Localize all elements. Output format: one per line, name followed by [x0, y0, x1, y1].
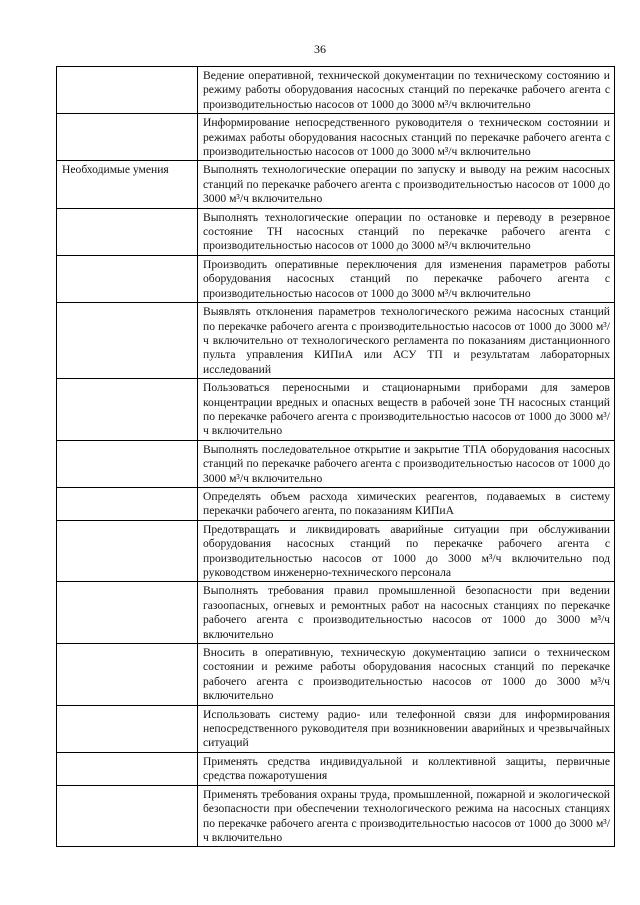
row-text-cell	[198, 67, 615, 114]
row-text-cell	[198, 644, 615, 706]
table-row	[57, 255, 615, 302]
table-row	[57, 208, 615, 255]
row-label: Необходимые умения	[62, 163, 169, 177]
row-text: Выполнять требования правил промышленной безопасности при ведении газоопасных, огневых и ремонтных работ на насосных станциях по перекачке рабочего агента с производительностью насосов от 1000 до 3000 м³/ч включительно	[203, 584, 610, 641]
row-text-cell	[198, 255, 615, 302]
row-text: Применять требования охраны труда, промышленной, пожарной и экологической безопасности при обеспечении технологического режима на насосных станциях по перекачке рабочего агента с производительностью насосов от 1000 до 3000 м³/ч включительно	[203, 787, 610, 844]
table-row	[57, 582, 615, 644]
row-text: Ведение оперативной, технической документации по техническому состоянию и режиму работы оборудования насосных станций по перекачке рабочего агента с производительностью насосов от 1000 до 3000 м³/ч включительно	[203, 69, 610, 111]
row-label-cell	[57, 208, 198, 255]
row-label-cell	[57, 114, 198, 161]
row-label-cell	[57, 487, 198, 520]
row-text: Выполнять технологические операции по остановке и переводу в резервное состояние ТН насосных станций по перекачке рабочего агента с производительностью насосов от 1000 до 3000 м³/ч включительно	[203, 210, 610, 253]
row-text-cell	[198, 161, 615, 208]
row-text: Пользоваться переносными и стационарными приборами для замеров концентрации вредных и опасных веществ в рабочей зоне ТН насосных станций по перекачке рабочего агента с производительностью насосов от 1000 до 3000 м³/ч включительно	[203, 381, 610, 438]
row-text: Вносить в оперативную, техническую документацию записи о техническом состоянии и режиме работы оборудования насосных станций по перекачке рабочего агента с производительностью насосов от 1000 до 3000 м³/ч включительно	[203, 646, 610, 703]
row-label-cell	[57, 752, 198, 785]
table-row	[57, 440, 615, 487]
row-label-cell	[57, 644, 198, 706]
row-text: Определять объем расхода химических реагентов, подаваемых в систему перекачки рабочего агента, по показаниям КИПиА	[203, 489, 610, 518]
table-row	[57, 67, 615, 114]
table-row	[57, 303, 615, 379]
row-label-cell	[57, 582, 198, 644]
row-text-cell	[198, 114, 615, 161]
row-label-cell	[57, 255, 198, 302]
row-text-cell	[198, 705, 615, 752]
table-row	[57, 752, 615, 785]
page-number: 36	[314, 42, 326, 56]
row-text: Информирование непосредственного руководителя о техническом состоянии и режимах работы оборудования насосных станций по перекачке рабочего агента с производительностью насосов от 1000 до 3000 м³/ч включительно	[203, 116, 610, 159]
row-text: Выполнять последовательное открытие и закрытие ТПА оборудования насосных станций по перекачке рабочего агента с производительностью насосов от 1000 до 3000 м³/ч включительно	[203, 442, 610, 485]
row-text-cell	[198, 582, 615, 644]
table-row	[57, 379, 615, 441]
row-text: Предотвращать и ликвидировать аварийные ситуации при обслуживании оборудования насосных станций по перекачке рабочего агента с производительностью насосов от 1000 до 3000 м³/ч включительно под руководством инженерно-технического персонала	[203, 522, 610, 579]
row-text: Выполнять технологические операции по запуску и выводу на режим насосных станций по перекачке рабочего агента с производительностью насосов от 1000 до 3000 м³/ч включительно	[203, 163, 610, 206]
row-text-cell	[198, 303, 615, 379]
requirements-table-body	[57, 67, 615, 847]
table-row	[57, 644, 615, 706]
table-row	[57, 161, 615, 208]
table-row	[57, 785, 615, 847]
table-row	[57, 114, 615, 161]
table-row	[57, 705, 615, 752]
row-text: Использовать систему радио- или телефонной связи для информирования непосредственного руководителя при возникновении аварийных и чрезвычайных ситуаций	[203, 707, 610, 750]
row-label-cell	[57, 440, 198, 487]
row-text-cell	[198, 520, 615, 582]
row-label-cell	[57, 520, 198, 582]
row-label-cell	[57, 303, 198, 379]
row-text-cell	[198, 487, 615, 520]
row-text: Выявлять отклонения параметров технологического режима насосных станций по перекачке рабочего агента с производительностью насосов от 1000 до 3000 м³/ч включительно от технологического регламента по показаниям дистанционного пульта управления КИПиА или АСУ ТП и результатам лабораторных исследований	[203, 305, 610, 376]
row-text-cell	[198, 752, 615, 785]
row-label-cell	[57, 785, 198, 847]
row-text-cell	[198, 379, 615, 441]
row-label-cell	[57, 67, 198, 114]
row-text: Применять средства индивидуальной и коллективной защиты, первичные средства пожаротушения	[203, 754, 610, 783]
row-text-cell	[198, 785, 615, 847]
row-label-cell	[57, 379, 198, 441]
row-text-cell	[198, 440, 615, 487]
table-row	[57, 520, 615, 582]
requirements-table	[56, 66, 615, 847]
row-text-cell	[198, 208, 615, 255]
row-label-cell	[57, 161, 198, 208]
row-text: Производить оперативные переключения для изменения параметров работы оборудования насосных станций по перекачке рабочего агента с производительностью насосов от 1000 до 3000 м³/ч включительно	[203, 257, 610, 300]
table-row	[57, 487, 615, 520]
row-label-cell	[57, 705, 198, 752]
